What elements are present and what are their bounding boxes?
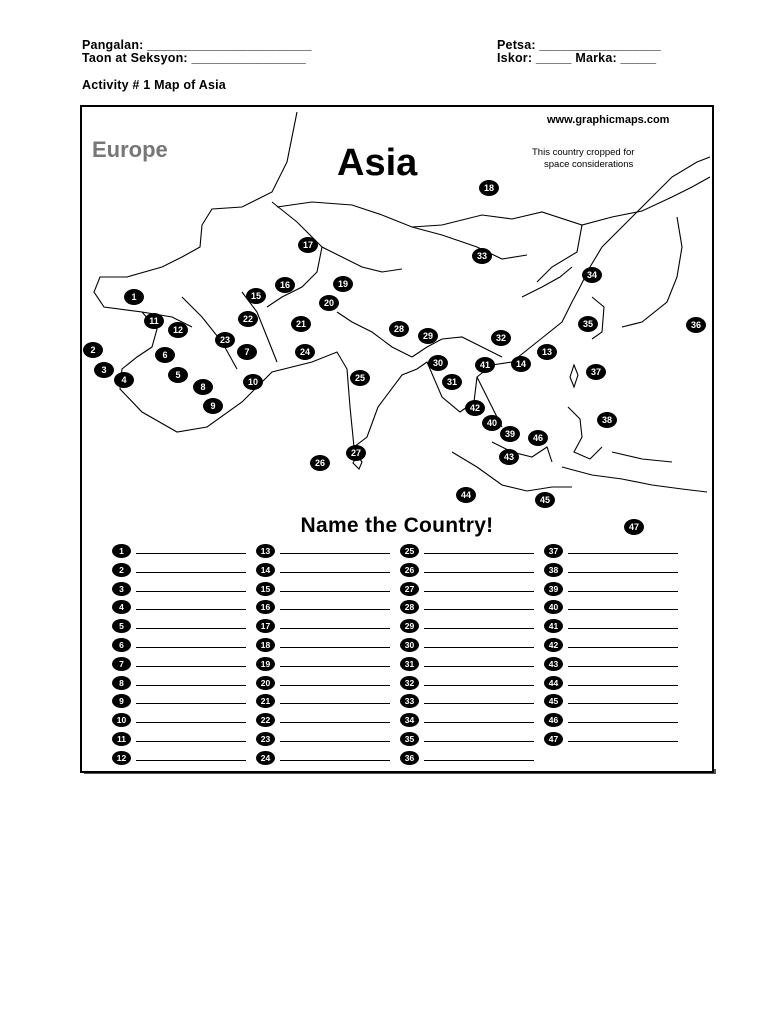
answer-row bbox=[400, 544, 540, 560]
answer-line[interactable] bbox=[136, 666, 246, 667]
answer-number-badge: 40 bbox=[544, 600, 563, 614]
map-marker bbox=[537, 344, 557, 360]
answer-line[interactable] bbox=[424, 609, 534, 610]
map-marker-number: 44 bbox=[460, 490, 472, 500]
map-marker bbox=[243, 374, 263, 390]
map-marker-number: 12 bbox=[172, 325, 184, 335]
answer-number-badge: 5 bbox=[112, 619, 131, 633]
answer-row bbox=[112, 563, 252, 579]
map-marker bbox=[298, 237, 318, 253]
answer-row bbox=[544, 619, 684, 635]
name-field-label: Pangalan: _______________________ bbox=[82, 38, 312, 52]
answer-line[interactable] bbox=[136, 703, 246, 704]
map-marker-number: 10 bbox=[247, 377, 259, 387]
answer-line[interactable] bbox=[280, 703, 390, 704]
answer-row bbox=[112, 619, 252, 635]
map-marker-number: 47 bbox=[628, 522, 640, 532]
map-marker bbox=[203, 398, 223, 414]
answer-number-badge: 25 bbox=[400, 544, 419, 558]
answer-number-badge: 27 bbox=[400, 582, 419, 596]
map-marker-number: 8 bbox=[200, 382, 206, 392]
answer-line[interactable] bbox=[568, 703, 678, 704]
score-grade-field-label: Iskor: _____ Marka: _____ bbox=[497, 51, 657, 65]
map-marker-number: 33 bbox=[476, 251, 488, 261]
map-marker-number: 38 bbox=[601, 415, 613, 425]
map-marker-number: 30 bbox=[432, 358, 444, 368]
answer-line[interactable] bbox=[136, 553, 246, 554]
map-marker bbox=[475, 357, 495, 373]
answer-row bbox=[256, 563, 396, 579]
answer-line[interactable] bbox=[424, 685, 534, 686]
map-marker-number: 36 bbox=[690, 320, 702, 330]
answer-row bbox=[256, 751, 396, 767]
answer-line[interactable] bbox=[136, 722, 246, 723]
answer-number-badge: 7 bbox=[112, 657, 131, 671]
answer-row bbox=[112, 544, 252, 560]
answer-row bbox=[256, 657, 396, 673]
map-marker bbox=[586, 364, 606, 380]
map-marker-number: 3 bbox=[101, 365, 107, 375]
map-marker bbox=[333, 276, 353, 292]
answer-number-badge: 3 bbox=[112, 582, 131, 596]
answer-number-badge: 14 bbox=[256, 563, 275, 577]
map-marker bbox=[597, 412, 617, 428]
map-marker-number: 29 bbox=[422, 331, 434, 341]
answer-line[interactable] bbox=[424, 722, 534, 723]
answer-row bbox=[112, 600, 252, 616]
answer-line[interactable] bbox=[280, 572, 390, 573]
answer-row bbox=[256, 676, 396, 692]
answer-number-badge: 38 bbox=[544, 563, 563, 577]
answer-row bbox=[544, 563, 684, 579]
answer-row bbox=[544, 676, 684, 692]
answer-line[interactable] bbox=[280, 609, 390, 610]
answer-line[interactable] bbox=[424, 628, 534, 629]
answer-number-badge: 42 bbox=[544, 638, 563, 652]
worksheet-title: Name the Country! bbox=[300, 514, 494, 537]
map-marker-number: 16 bbox=[279, 280, 291, 290]
answer-line[interactable] bbox=[424, 741, 534, 742]
map-marker-number: 9 bbox=[210, 401, 216, 411]
map-marker bbox=[124, 289, 144, 305]
answer-number-badge: 44 bbox=[544, 676, 563, 690]
answer-row bbox=[256, 638, 396, 654]
map-marker-number: 13 bbox=[541, 347, 553, 357]
map-marker bbox=[472, 248, 492, 264]
answer-number-badge: 33 bbox=[400, 694, 419, 708]
answer-row bbox=[112, 638, 252, 654]
answer-line[interactable] bbox=[280, 741, 390, 742]
answer-number-badge: 17 bbox=[256, 619, 275, 633]
answer-line[interactable] bbox=[424, 572, 534, 573]
answer-line[interactable] bbox=[280, 722, 390, 723]
map-marker bbox=[350, 370, 370, 386]
answer-row bbox=[544, 582, 684, 598]
map-marker-number: 19 bbox=[337, 279, 349, 289]
answer-number-badge: 13 bbox=[256, 544, 275, 558]
map-marker-number: 42 bbox=[469, 403, 481, 413]
answer-number-badge: 22 bbox=[256, 713, 275, 727]
map-marker bbox=[578, 316, 598, 332]
map-marker bbox=[295, 344, 315, 360]
answer-row bbox=[112, 694, 252, 710]
map-marker bbox=[418, 328, 438, 344]
answer-line[interactable] bbox=[568, 591, 678, 592]
map-marker-number: 32 bbox=[495, 333, 507, 343]
answer-row bbox=[256, 544, 396, 560]
answer-row bbox=[544, 544, 684, 560]
map-marker bbox=[479, 180, 499, 196]
map-marker-number: 24 bbox=[299, 347, 311, 357]
answer-row bbox=[400, 694, 540, 710]
answer-number-badge: 45 bbox=[544, 694, 563, 708]
answer-number-badge: 2 bbox=[112, 563, 131, 577]
answer-row bbox=[400, 657, 540, 673]
answer-number-badge: 4 bbox=[112, 600, 131, 614]
answer-number-badge: 10 bbox=[112, 713, 131, 727]
answer-line[interactable] bbox=[424, 666, 534, 667]
map-marker-number: 34 bbox=[586, 270, 598, 280]
map-marker-number: 14 bbox=[515, 359, 527, 369]
map-marker-number: 43 bbox=[503, 452, 515, 462]
answer-number-badge: 35 bbox=[400, 732, 419, 746]
map-marker bbox=[500, 426, 520, 442]
crop-note-line2: space considerations bbox=[544, 159, 634, 170]
map-marker bbox=[491, 330, 511, 346]
map-marker bbox=[456, 487, 476, 503]
map-marker-number: 45 bbox=[539, 495, 551, 505]
map-marker-number: 6 bbox=[162, 350, 168, 360]
answer-line[interactable] bbox=[280, 553, 390, 554]
map-marker bbox=[346, 445, 366, 461]
answer-row bbox=[112, 657, 252, 673]
answer-number-badge: 11 bbox=[112, 732, 131, 746]
answer-number-badge: 32 bbox=[400, 676, 419, 690]
answer-number-badge: 41 bbox=[544, 619, 563, 633]
map-marker-number: 39 bbox=[504, 429, 516, 439]
map-marker bbox=[246, 288, 266, 304]
answer-line[interactable] bbox=[280, 628, 390, 629]
answer-line[interactable] bbox=[136, 591, 246, 592]
answer-number-badge: 9 bbox=[112, 694, 131, 708]
map-marker bbox=[428, 355, 448, 371]
answer-number-badge: 6 bbox=[112, 638, 131, 652]
answer-row bbox=[112, 582, 252, 598]
answer-row bbox=[544, 657, 684, 673]
answer-row bbox=[112, 732, 252, 748]
source-url: www.graphicmaps.com bbox=[547, 114, 670, 126]
map-marker bbox=[499, 449, 519, 465]
answer-row bbox=[544, 600, 684, 616]
map-marker bbox=[168, 322, 188, 338]
answer-line[interactable] bbox=[568, 628, 678, 629]
map-marker bbox=[275, 277, 295, 293]
answer-line[interactable] bbox=[136, 572, 246, 573]
map-marker bbox=[482, 415, 502, 431]
date-field-label: Petsa: _________________ bbox=[497, 38, 661, 52]
map-marker bbox=[193, 379, 213, 395]
answer-row bbox=[400, 563, 540, 579]
answer-row bbox=[400, 600, 540, 616]
answer-number-badge: 29 bbox=[400, 619, 419, 633]
answer-row bbox=[400, 638, 540, 654]
answer-number-badge: 34 bbox=[400, 713, 419, 727]
answer-line[interactable] bbox=[136, 609, 246, 610]
answer-number-badge: 15 bbox=[256, 582, 275, 596]
answer-number-badge: 26 bbox=[400, 563, 419, 577]
answer-row bbox=[256, 713, 396, 729]
map-marker bbox=[686, 317, 706, 333]
map-marker bbox=[114, 372, 134, 388]
map-marker-number: 5 bbox=[175, 370, 181, 380]
map-marker-number: 22 bbox=[242, 314, 254, 324]
map-marker bbox=[144, 313, 164, 329]
answer-line[interactable] bbox=[136, 760, 246, 761]
answer-number-badge: 46 bbox=[544, 713, 563, 727]
answer-line[interactable] bbox=[136, 647, 246, 648]
answer-row bbox=[400, 619, 540, 635]
answer-line[interactable] bbox=[280, 760, 390, 761]
map-marker-number: 18 bbox=[483, 183, 495, 193]
answer-line[interactable] bbox=[568, 722, 678, 723]
answer-number-badge: 24 bbox=[256, 751, 275, 765]
answer-number-badge: 31 bbox=[400, 657, 419, 671]
map-markers bbox=[83, 180, 706, 535]
answer-line[interactable] bbox=[424, 647, 534, 648]
map-marker bbox=[535, 492, 555, 508]
worksheet-frame bbox=[80, 105, 714, 773]
answer-number-badge: 36 bbox=[400, 751, 419, 765]
map-marker-number: 15 bbox=[250, 291, 262, 301]
answer-row bbox=[112, 713, 252, 729]
answer-number-badge: 16 bbox=[256, 600, 275, 614]
answer-number-badge: 23 bbox=[256, 732, 275, 746]
answer-row bbox=[400, 713, 540, 729]
map-marker bbox=[168, 367, 188, 383]
map-marker bbox=[389, 321, 409, 337]
map-marker-number: 40 bbox=[486, 418, 498, 428]
answer-number-badge: 39 bbox=[544, 582, 563, 596]
answer-line[interactable] bbox=[568, 572, 678, 573]
map-marker bbox=[215, 332, 235, 348]
answer-number-badge: 47 bbox=[544, 732, 563, 746]
map-marker bbox=[582, 267, 602, 283]
map-marker-number: 37 bbox=[590, 367, 602, 377]
answer-row bbox=[544, 732, 684, 748]
map-marker bbox=[237, 344, 257, 360]
answer-line[interactable] bbox=[280, 591, 390, 592]
map-marker-number: 41 bbox=[479, 360, 491, 370]
answer-line[interactable] bbox=[424, 553, 534, 554]
map-marker bbox=[83, 342, 103, 358]
answer-number-badge: 8 bbox=[112, 676, 131, 690]
answer-row bbox=[256, 582, 396, 598]
map-marker bbox=[155, 347, 175, 363]
answer-number-badge: 20 bbox=[256, 676, 275, 690]
crop-note-line1: This country cropped for bbox=[532, 147, 635, 158]
map-marker-number: 1 bbox=[131, 292, 137, 302]
activity-title: Activity # 1 Map of Asia bbox=[82, 78, 226, 92]
answer-row bbox=[256, 732, 396, 748]
answer-line[interactable] bbox=[424, 591, 534, 592]
map-marker-number: 23 bbox=[219, 335, 231, 345]
map-marker-number: 27 bbox=[350, 448, 362, 458]
answer-row bbox=[544, 638, 684, 654]
asia-label: Asia bbox=[337, 142, 418, 184]
answer-line[interactable] bbox=[568, 609, 678, 610]
map-marker-number: 20 bbox=[323, 298, 335, 308]
answer-number-badge: 12 bbox=[112, 751, 131, 765]
map-marker-number: 26 bbox=[314, 458, 326, 468]
map-marker-number: 11 bbox=[149, 316, 159, 326]
answer-line[interactable] bbox=[568, 685, 678, 686]
answer-line[interactable] bbox=[280, 647, 390, 648]
map-marker bbox=[442, 374, 462, 390]
map-marker-number: 21 bbox=[295, 319, 307, 329]
answer-line[interactable] bbox=[568, 741, 678, 742]
answer-number-badge: 37 bbox=[544, 544, 563, 558]
answer-line[interactable] bbox=[136, 685, 246, 686]
answer-row bbox=[400, 676, 540, 692]
map-marker-number: 17 bbox=[302, 240, 314, 250]
map-marker-number: 7 bbox=[244, 347, 250, 357]
answer-row bbox=[256, 600, 396, 616]
map-marker-number: 46 bbox=[532, 433, 544, 443]
map-marker bbox=[528, 430, 548, 446]
map-marker-number: 25 bbox=[354, 373, 366, 383]
answer-number-badge: 18 bbox=[256, 638, 275, 652]
answer-line[interactable] bbox=[424, 703, 534, 704]
map-marker-number: 2 bbox=[90, 345, 96, 355]
map-marker-number: 35 bbox=[582, 319, 594, 329]
answer-row bbox=[400, 751, 540, 767]
class-section-field-label: Taon at Seksyon: ________________ bbox=[82, 51, 306, 65]
answer-row bbox=[544, 694, 684, 710]
answer-line[interactable] bbox=[136, 628, 246, 629]
answer-row bbox=[400, 582, 540, 598]
map-marker bbox=[310, 455, 330, 471]
answer-line[interactable] bbox=[568, 553, 678, 554]
answer-line[interactable] bbox=[568, 647, 678, 648]
answer-number-badge: 30 bbox=[400, 638, 419, 652]
answer-number-badge: 28 bbox=[400, 600, 419, 614]
map-marker bbox=[291, 316, 311, 332]
answer-line[interactable] bbox=[424, 760, 534, 761]
map-marker bbox=[238, 311, 258, 327]
answer-line[interactable] bbox=[280, 685, 390, 686]
answer-row bbox=[256, 619, 396, 635]
answer-number-badge: 19 bbox=[256, 657, 275, 671]
map-marker bbox=[319, 295, 339, 311]
map-marker-number: 31 bbox=[446, 377, 458, 387]
europe-label: Europe bbox=[92, 137, 168, 162]
answer-row bbox=[400, 732, 540, 748]
answer-row bbox=[112, 751, 252, 767]
answer-line[interactable] bbox=[136, 741, 246, 742]
answer-row bbox=[544, 713, 684, 729]
answer-line[interactable] bbox=[280, 666, 390, 667]
answer-row bbox=[112, 676, 252, 692]
map-marker bbox=[465, 400, 485, 416]
map-marker bbox=[511, 356, 531, 372]
answer-number-badge: 43 bbox=[544, 657, 563, 671]
map-marker-number: 28 bbox=[393, 324, 405, 334]
answer-number-badge: 1 bbox=[112, 544, 131, 558]
answer-line[interactable] bbox=[568, 666, 678, 667]
map-marker bbox=[94, 362, 114, 378]
map-marker-number: 4 bbox=[121, 375, 127, 385]
answer-grid bbox=[112, 544, 692, 764]
answer-number-badge: 21 bbox=[256, 694, 275, 708]
answer-row bbox=[256, 694, 396, 710]
